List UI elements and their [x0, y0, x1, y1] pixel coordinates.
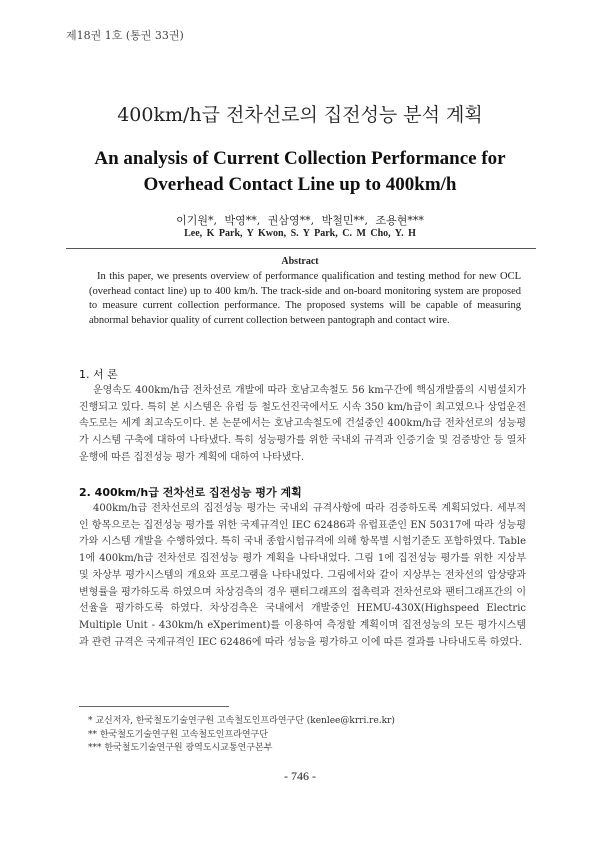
- section-body-evaluation-plan: 400km/h급 전차선로의 집전성능 평가는 국내외 규격사항에 따라 검증하도록 계획되었다. 세부적인 항목으로는 집전성능 평가를 위한 국제규격인 IEC 62486과 유럽표준인 EN 50317에 따라 성능평가와 시스템 개발을 수행하였다. 특히 국내 종합시험규격에 의해 항목별 시험기준도 포함하였다. Table 1에 400km/h급 전차선로 집전성능 평가 계획을 나타내었다. 그림 1에 집전성능 평가를 위한 지상부 및 차상부 평가시스템의 개요와 프로그램을 나타내었다. 그림에서와 같이 지상부는 전차선의 압상량과 변형률을 평가하도록 하였으며 차상검측의 경우 팬터그래프의 접촉력과 전차선로와 팬터그래프간의 이선율을 평가하도록 하였다. 차상검측은 국내에서 개발중인 HEMU-430X(Highspeed Electric Multiple Unit - 430km/h eXperiment)를 이용하여 측정할 계획이며 집전성능의 모든 평가시스템과 관련 규격은 국제규격인 IEC 62486에 따라 성능을 평가하고 이에 따른 결과를 나타내도록 하였다.: [79, 503, 526, 648]
- authors-english: Lee, K Park, Y Kwon, S. Y Park, C. M Cho, Y. H: [184, 228, 416, 239]
- authors-korean: 이기원*, 박영**, 권삼영**, 박철민**, 조용현***: [176, 214, 424, 227]
- footnote-divider: [79, 706, 229, 707]
- footnote-affiliation-3: *** 한국철도기술연구원 광역도시교통연구본부: [88, 743, 273, 753]
- english-title: An analysis of Current Collection Performance for Overhead Contact Line up to 400km/h: [94, 148, 506, 195]
- footnote-corresponding-author: * 교신저자, 한국철도기술연구원 고속철도인프라연구단 (kenlee@krri.re.kr): [88, 716, 395, 726]
- abstract-heading: Abstract: [281, 256, 319, 267]
- section-heading-introduction: 1. 서 론: [79, 368, 118, 381]
- korean-title: 400km/h급 전차선로의 집전성능 분석 계획: [117, 104, 483, 126]
- section-heading-evaluation-plan: 2. 400km/h급 전차선로 집전성능 평가 계획: [79, 486, 302, 499]
- abstract-text: In this paper, we presents overview of performance qualification and testing method for new OCL (overhead contact line) up to 400 km/h. The track-side and on-board monitoring system are proposed to measure current collection performance. The proposed systems will be capable of measuring abnormal behavior quality of current collection between pantograph and contact wire.: [89, 271, 521, 326]
- title-divider: [66, 248, 536, 249]
- journal-volume: 제18권 1호 (통권 33권): [66, 29, 184, 42]
- footnote-affiliation-2: ** 한국철도기술연구원 고속철도인프라연구단: [88, 730, 268, 740]
- page-number: - 746 -: [284, 769, 316, 783]
- section-body-introduction: 운영속도 400km/h급 전차선로 개발에 따라 호남고속철도 56 km구간에 핵심개발품의 시범설치가 진행되고 있다. 특히 본 시스템은 유럽 등 철도선진국에서도 시속 350 km/h급이 최고였으나 상업운전 속도로는 세계 최고속도이다. 본 논문에서는 호남고속철도에 건설중인 400km/h급 전차선로의 성능평가 시스템 구축에 대하여 나타냈다. 특히 성능평가를 위한 국내외 규격과 인증기술 및 검증방안 등 열차운행에 따른 집전성능 평가 계획에 대하여 나타냈다.: [79, 385, 526, 463]
